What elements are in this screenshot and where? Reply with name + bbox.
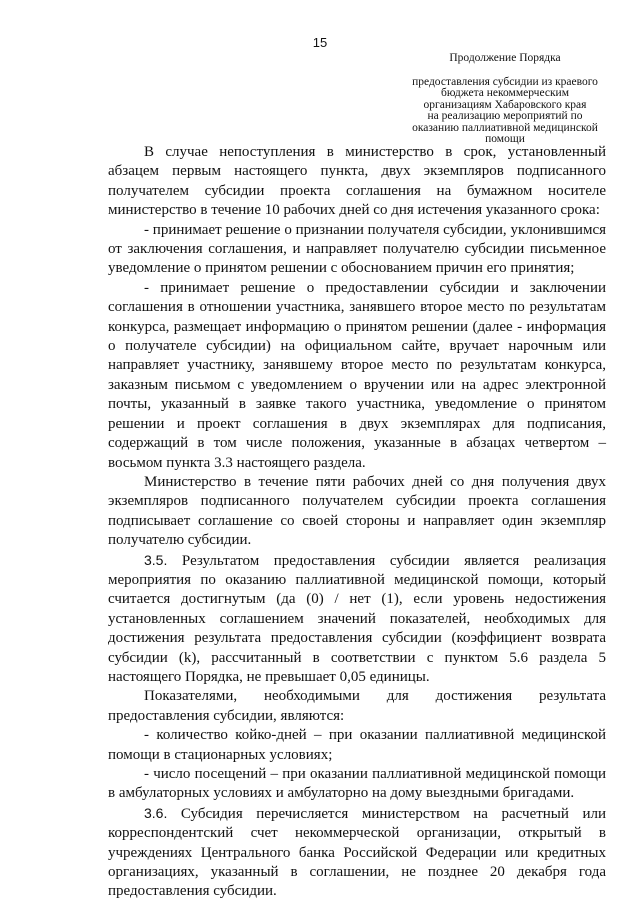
header-title: Продолжение Порядка xyxy=(449,52,561,64)
body-paragraph xyxy=(108,551,606,688)
body-paragraph xyxy=(108,143,606,221)
header-line: бюджета некоммерческим xyxy=(441,87,569,99)
body-paragraph xyxy=(108,765,606,804)
body-paragraph xyxy=(108,221,606,279)
body-paragraph xyxy=(108,473,606,551)
body-paragraph xyxy=(108,804,606,902)
body-paragraph xyxy=(108,726,606,765)
paragraph-text: Субсидия перечисляется министерством на расчетный или корреспондентский счет некоммерческой организации, открытый в учреждениях Центрального банка Российской Федерации или кредитных организациях, указанный в соглашении, не позднее 20 декабря года предоставления субсидии. xyxy=(108,805,607,900)
paragraph-text: - принимает решение о предоставлении субсидии и заключении соглашения в отношении участника, занявшего второе место по результатам конкурса, размещает информацию о принятом решении (далее - информация о получателе субсидии) на официальном сайте, вручает нарочным или направляет участнику, занявшему второе место по результатам конкурса, заказным письмом с уведомлением о вручении или на адрес электронной почты, указанный в заявке такого участника, уведомление о принятом решении и проект соглашения в двух экземплярах для подписания, содержащий в том числе положения, указанные в абзацах четвертом – восьмом пункта 3.3 настоящего раздела. xyxy=(108,279,606,471)
page-number: 15 xyxy=(312,35,328,50)
document-body xyxy=(108,143,606,902)
paragraph-text: - принимает решение о признании получателя субсидии, уклонившимся от заключения соглашения, и направляет получателю субсидии письменное уведомление о принятом решении с обоснованием причин его принятия; xyxy=(108,221,606,277)
header-line: помощи xyxy=(485,133,525,145)
paragraph-text: - число посещений – при оказании паллиативной медицинской помощи в амбулаторных условиях и амбулаторно на дому выездными бригадами. xyxy=(108,766,606,802)
document-header xyxy=(380,53,630,146)
section-number: 3.6. xyxy=(144,804,168,821)
body-paragraph xyxy=(108,279,606,473)
header-line: на реализацию мероприятий по xyxy=(427,110,583,122)
header-line: организациям Хабаровского края xyxy=(423,98,587,111)
paragraph-text: В случае непоступления в министерство в срок, установленный абзацем первым настоящего пункта, двух экземпляров подписанного получателем субсидии проекта соглашения на бумажном носителе министерство в течение 10 рабочих дней со дня истечения указанного срока: xyxy=(108,144,606,219)
paragraph-text: Результатом предоставления субсидии является реализация мероприятия по оказанию паллиативной медицинской помощи, который считается достигнутым (да (0) / нет (1), если уровень недостижения установленных соглашением значений показателей, необходимых для достижения результата предоставления субсидии (коэффициент возврата субсидии (k), рассчитанный в соответствии с пунктом 5.6 раздела 5 настоящего Порядка, не превышает 0,05 единицы. xyxy=(108,552,607,685)
section-number: 3.5. xyxy=(144,551,168,568)
paragraph-text: Показателями, необходимыми для достижения результата предоставления субсидии, являются: xyxy=(108,688,606,724)
paragraph-text: - количество койко-дней – при оказании паллиативной медицинской помощи в стационарных условиях; xyxy=(108,727,606,763)
header-line: предоставления субсидии из краевого xyxy=(412,75,598,88)
header-line: оказанию паллиативной медицинской xyxy=(412,121,598,134)
body-paragraph xyxy=(108,687,606,726)
paragraph-text: Министерство в течение пяти рабочих дней со дня получения двух экземпляров подписанного получателем субсидии проекта соглашения подписывает соглашение со своей стороны и направляет один экземпляр получателю субсидии. xyxy=(108,473,606,549)
